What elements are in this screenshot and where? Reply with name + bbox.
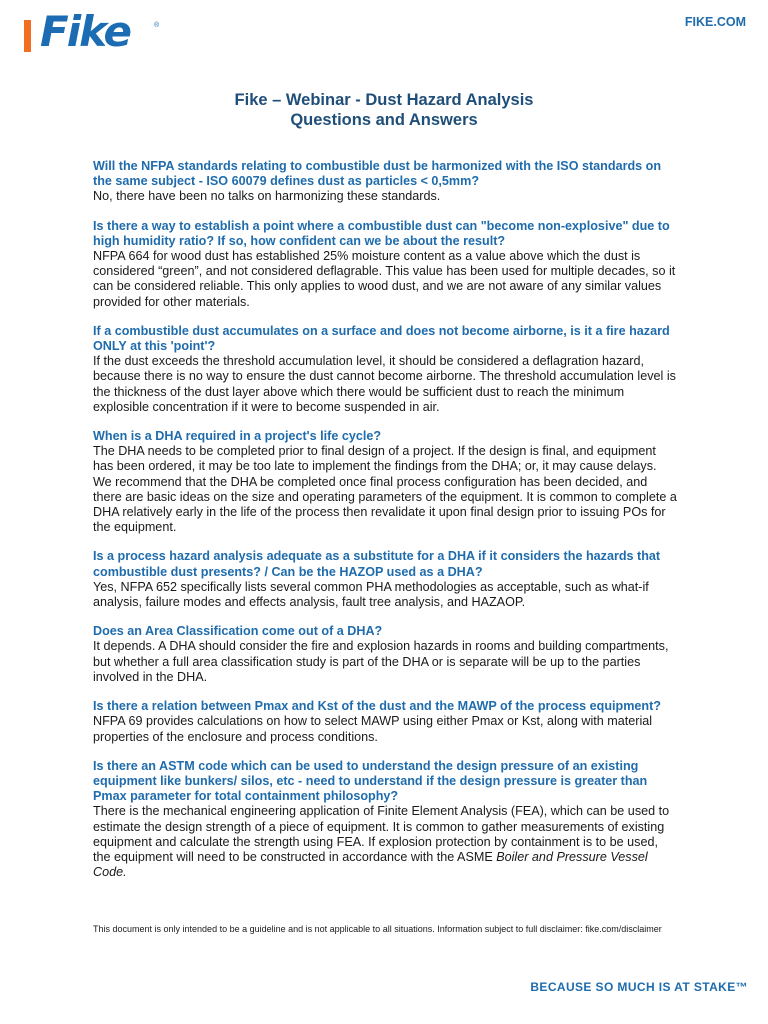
- answer: NFPA 664 for wood dust has established 25% moisture content as a value above which the dust is considered “green”, and not considered deflagrable. This value has been used for multiple decades, so it can be considered reliable. This only applies to wood dust, and we are not aware of any similar values provided for other materials.: [93, 249, 676, 309]
- site-link[interactable]: FIKE.COM: [684, 15, 746, 29]
- qa-item: [93, 699, 678, 745]
- question: Does an Area Classification come out of a DHA?: [93, 624, 383, 639]
- disclaimer: This document is only intended to be a guideline and is not applicable to all situations. Information subject to full disclaimer: fike.com/disclaimer: [93, 924, 662, 934]
- question: Is there an ASTM code which can be used to understand the design pressure of an existing equipment like bunkers/ silos, etc - need to understand if the design pressure is greater than Pmax parameter for total containment philosophy?: [93, 758, 648, 804]
- qa-list: [93, 159, 678, 894]
- question: If a combustible dust accumulates on a surface and does not become airborne, is it a fire hazard ONLY at this 'point'?: [93, 323, 670, 354]
- fike-logo: [24, 7, 174, 56]
- question: Will the NFPA standards relating to combustible dust be harmonized with the ISO standards on the same subject - ISO 60079 defines dust as particles < 0,5mm?: [93, 159, 662, 189]
- answer: [93, 804, 678, 880]
- tagline: BECAUSE SO MUCH IS AT STAKE™: [530, 980, 748, 994]
- qa-item: [93, 759, 678, 881]
- qa-item: [93, 324, 678, 415]
- question: Is there a relation between Pmax and Kst of the dust and the MAWP of the process equipment?: [93, 699, 661, 714]
- question: Is there a way to establish a point where a combustible dust can "become non-explosive" due to high humidity ratio? If so, how confident can we be about the result?: [93, 218, 670, 248]
- answer: No, there have been no talks on harmonizing these standards.: [93, 189, 441, 204]
- qa-item: [93, 549, 678, 610]
- logo-orange-bar: [24, 20, 31, 52]
- question: Is a process hazard analysis adequate as a substitute for a DHA if it considers the hazards that combustible dust presents? / Can be the HAZOP used as a DHA?: [93, 549, 661, 579]
- qa-item: [93, 624, 678, 685]
- answer: NFPA 69 provides calculations on how to select MAWP using either Pmax or Kst, along with material properties of the enclosure and process conditions.: [93, 714, 653, 744]
- answer: The DHA needs to be completed prior to final design of a project. If the design is final, and equipment has been ordered, it may be too late to implement the findings from the DHA; or, it may cause delays. We recommend that the DHA be completed once final process configuration has been decided, and there are basic ideas on the size and operating parameters of the equipment. It is common to complete a DHA relatively early in the life of the process then revalidate it upon final design prior to issuing POs for the equipment.: [93, 444, 677, 535]
- question: When is a DHA required in a project's life cycle?: [93, 429, 382, 444]
- page-title: [0, 90, 768, 130]
- qa-item: [93, 219, 678, 310]
- qa-item: [93, 429, 678, 535]
- answer: If the dust exceeds the threshold accumulation level, it should be considered a deflagration hazard, because there is no way to ensure the dust cannot become airborne. The threshold accumulation level is the thickness of the dust layer above which there would be sufficient dust to reach the minimum explosible concentration if it were to become suspended in air.: [93, 354, 676, 414]
- logo-registered-mark: ®: [154, 22, 160, 29]
- title-line-1: Fike – Webinar - Dust Hazard Analysis: [234, 91, 534, 109]
- answer: Yes, NFPA 652 specifically lists several common PHA methodologies as acceptable, such as what-if analysis, failure modes and effects analysis, fault tree analysis, and HAZAOP.: [93, 579, 649, 610]
- answer-text: There is the mechanical engineering application of Finite Element Analysis (FEA), which can be used to estimate the design strength of a piece of equipment. It is common to gather measurements of existing equipment and calculate the strength using FEA. If explosion protection by containment is to be used, the equipment will need to be constructed in accordance with the ASME: [93, 804, 670, 864]
- qa-item: [93, 159, 678, 205]
- logo-wordmark: Fike: [40, 7, 131, 56]
- answer-italic-code-name: Boiler and Pressure Vessel Code.: [93, 849, 648, 880]
- title-line-2: Questions and Answers: [290, 111, 478, 129]
- answer: It depends. A DHA should consider the fire and explosion hazards in rooms and building compartments, but whether a full area classification study is part of the DHA or is separate will be up to the parties involved in the DHA.: [93, 639, 669, 684]
